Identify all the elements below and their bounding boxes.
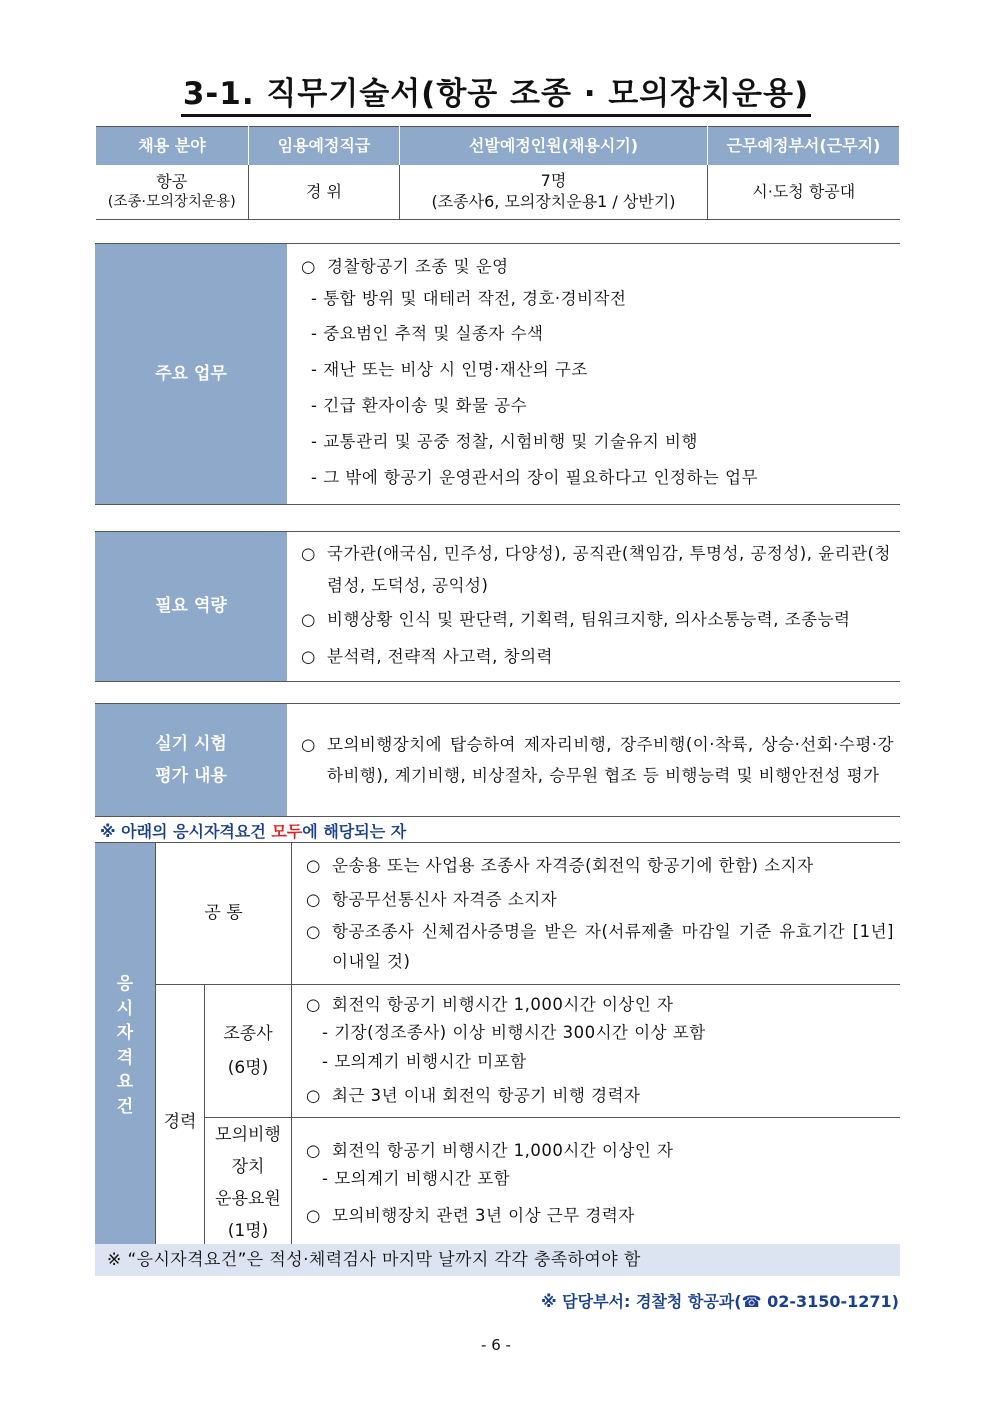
pilot-sub2: - 모의계기 비행시간 미포함	[322, 1051, 527, 1071]
footer-note: ※ “응시자격요건”은 적성·체력검사 마지막 날까지 각각 충족하여야 함	[95, 1244, 900, 1276]
duty-item: - 통합 방위 및 대테러 작전, 경호·경비작전	[311, 288, 627, 308]
practical-test-section	[95, 703, 900, 817]
sim-label-line4: (1명)	[227, 1221, 269, 1242]
career-label: 경력	[156, 984, 205, 1249]
qualifications-label	[95, 843, 156, 1250]
recruitment-summary-table	[95, 126, 900, 220]
page-title	[0, 68, 992, 113]
cell-dept: 시·도청 항공대	[752, 181, 856, 201]
pilot-label	[205, 984, 292, 1117]
sim-item2: 모의비행장치 관련 3년 이상 근무 경력자	[332, 1205, 635, 1225]
circle-bullet-icon: ○	[306, 1140, 321, 1160]
pilot-label-line2: (6명)	[227, 1057, 269, 1078]
qualification-note-highlight: 모두	[271, 822, 303, 841]
common-label: 공 통	[156, 843, 292, 985]
circle-bullet-icon: ○	[301, 646, 316, 666]
field-line2: (조종·모의장치운용)	[107, 193, 236, 210]
cell-count	[400, 165, 708, 220]
main-duties-content	[287, 244, 900, 505]
page-number: - 6 -	[481, 1336, 511, 1354]
circle-bullet-icon: ○	[301, 256, 316, 276]
practical-test-text: 모의비행장치에 탑승하여 제자리비행, 장주비행(이·착륙, 상승·선회·수평·강하비행), 계기비행, 비상절차, 승무원 협조 등 비행능력 및 비행안전성 평가	[327, 734, 894, 785]
pilot-label-line1: 조종사	[223, 1023, 273, 1044]
practical-test-label-line1: 실기 시험	[155, 733, 227, 754]
col-header-dept: 근무예정부서(근무지)	[708, 127, 900, 166]
field-line1: 항공	[156, 172, 188, 192]
main-duties-bullet: 경찰항공기 조종 및 운영	[327, 256, 509, 276]
common-item: 항공무선통신사 자격증 소지자	[332, 889, 558, 909]
cell-field	[96, 165, 249, 220]
common-item: 운송용 또는 사업용 조종사 자격증(회전익 항공기에 한함) 소지자	[332, 856, 814, 875]
circle-bullet-icon: ○	[306, 889, 321, 909]
duty-item: - 긴급 환자이송 및 화물 공수	[311, 396, 528, 416]
duty-item: - 그 밖에 항공기 운영관서의 장이 필요하다고 인정하는 업무	[311, 467, 758, 487]
qualification-note-suffix: 에 해당되는 자	[302, 822, 407, 841]
sim-sub1: - 모의계기 비행시간 포함	[322, 1168, 511, 1188]
competencies-label: 필요 역량	[95, 532, 287, 682]
col-header-rank: 임용예정직급	[249, 127, 400, 166]
practical-test-label-line2: 평가 내용	[155, 766, 227, 786]
duty-item: - 재난 또는 비상 시 인명·재산의 구조	[311, 360, 588, 380]
col-header-count: 선발예정인원(채용시기)	[400, 127, 708, 166]
sim-content	[292, 1117, 901, 1249]
sim-label-line2: 장치	[231, 1156, 265, 1177]
practical-test-content	[287, 704, 900, 817]
col-header-field: 채용 분야	[96, 127, 249, 166]
circle-bullet-icon: ○	[306, 856, 321, 875]
duty-item: - 중요범인 추적 및 실종자 수색	[311, 324, 544, 344]
pilot-item2: 최근 3년 이내 회전익 항공기 비행 경력자	[332, 1086, 641, 1106]
duty-item: - 교통관리 및 공중 정찰, 시험비행 및 기술유지 비행	[311, 431, 698, 451]
circle-bullet-icon: ○	[306, 1086, 321, 1106]
main-duties-label: 주요 업무	[95, 244, 287, 505]
qualification-note	[100, 819, 406, 842]
sim-label-line1: 모의비행	[215, 1124, 281, 1145]
competency-item: 국가관(애국심, 민주성, 다양성), 공직관(책임감, 투명성, 공정성), 윤리관(청렴성, 도덕성, 공익성)	[327, 544, 891, 596]
qualification-note-prefix: ※ 아래의 응시자격요건	[100, 822, 272, 841]
circle-bullet-icon: ○	[301, 610, 316, 630]
pilot-content	[292, 984, 901, 1117]
competencies-content	[287, 532, 900, 682]
contact-info: ※ 담당부서: 경찰청 항공과(☎ 02-3150-1271)	[541, 1292, 899, 1311]
circle-bullet-icon: ○	[301, 734, 316, 754]
circle-bullet-icon: ○	[306, 1205, 321, 1225]
main-duties-section	[95, 243, 900, 505]
page-title-text: 3-1. 직무기술서(항공 조종 · 모의장치운용)	[181, 76, 811, 117]
sim-label	[205, 1117, 292, 1249]
circle-bullet-icon: ○	[306, 921, 321, 941]
common-item: 항공조종사 신체검사증명을 받은 자(서류제출 마감일 기준 유효기간 [1년] 이내일 것)	[332, 921, 894, 972]
qualifications-label-text: 응시자격요건	[116, 973, 134, 1118]
competency-item: 분석력, 전략적 사고력, 창의력	[327, 646, 553, 666]
practical-test-label	[95, 704, 287, 817]
competencies-section	[95, 531, 900, 682]
circle-bullet-icon: ○	[301, 544, 316, 563]
common-content	[292, 843, 901, 985]
pilot-item1: 회전익 항공기 비행시간 1,000시간 이상인 자	[332, 994, 674, 1014]
qualifications-table	[95, 842, 900, 1250]
pilot-sub1: - 기장(정조종사) 이상 비행시간 300시간 이상 포함	[322, 1022, 706, 1042]
circle-bullet-icon: ○	[306, 994, 321, 1014]
cell-rank: 경 위	[249, 165, 400, 220]
sim-item1: 회전익 항공기 비행시간 1,000시간 이상인 자	[332, 1140, 674, 1160]
count-line1: 7명	[540, 171, 567, 191]
count-line2: (조종사6, 모의장치운용1 / 상반기)	[431, 192, 676, 211]
sim-label-line3: 운용요원	[215, 1189, 281, 1210]
competency-item: 비행상황 인식 및 판단력, 기획력, 팀워크지향, 의사소통능력, 조종능력	[327, 610, 851, 630]
